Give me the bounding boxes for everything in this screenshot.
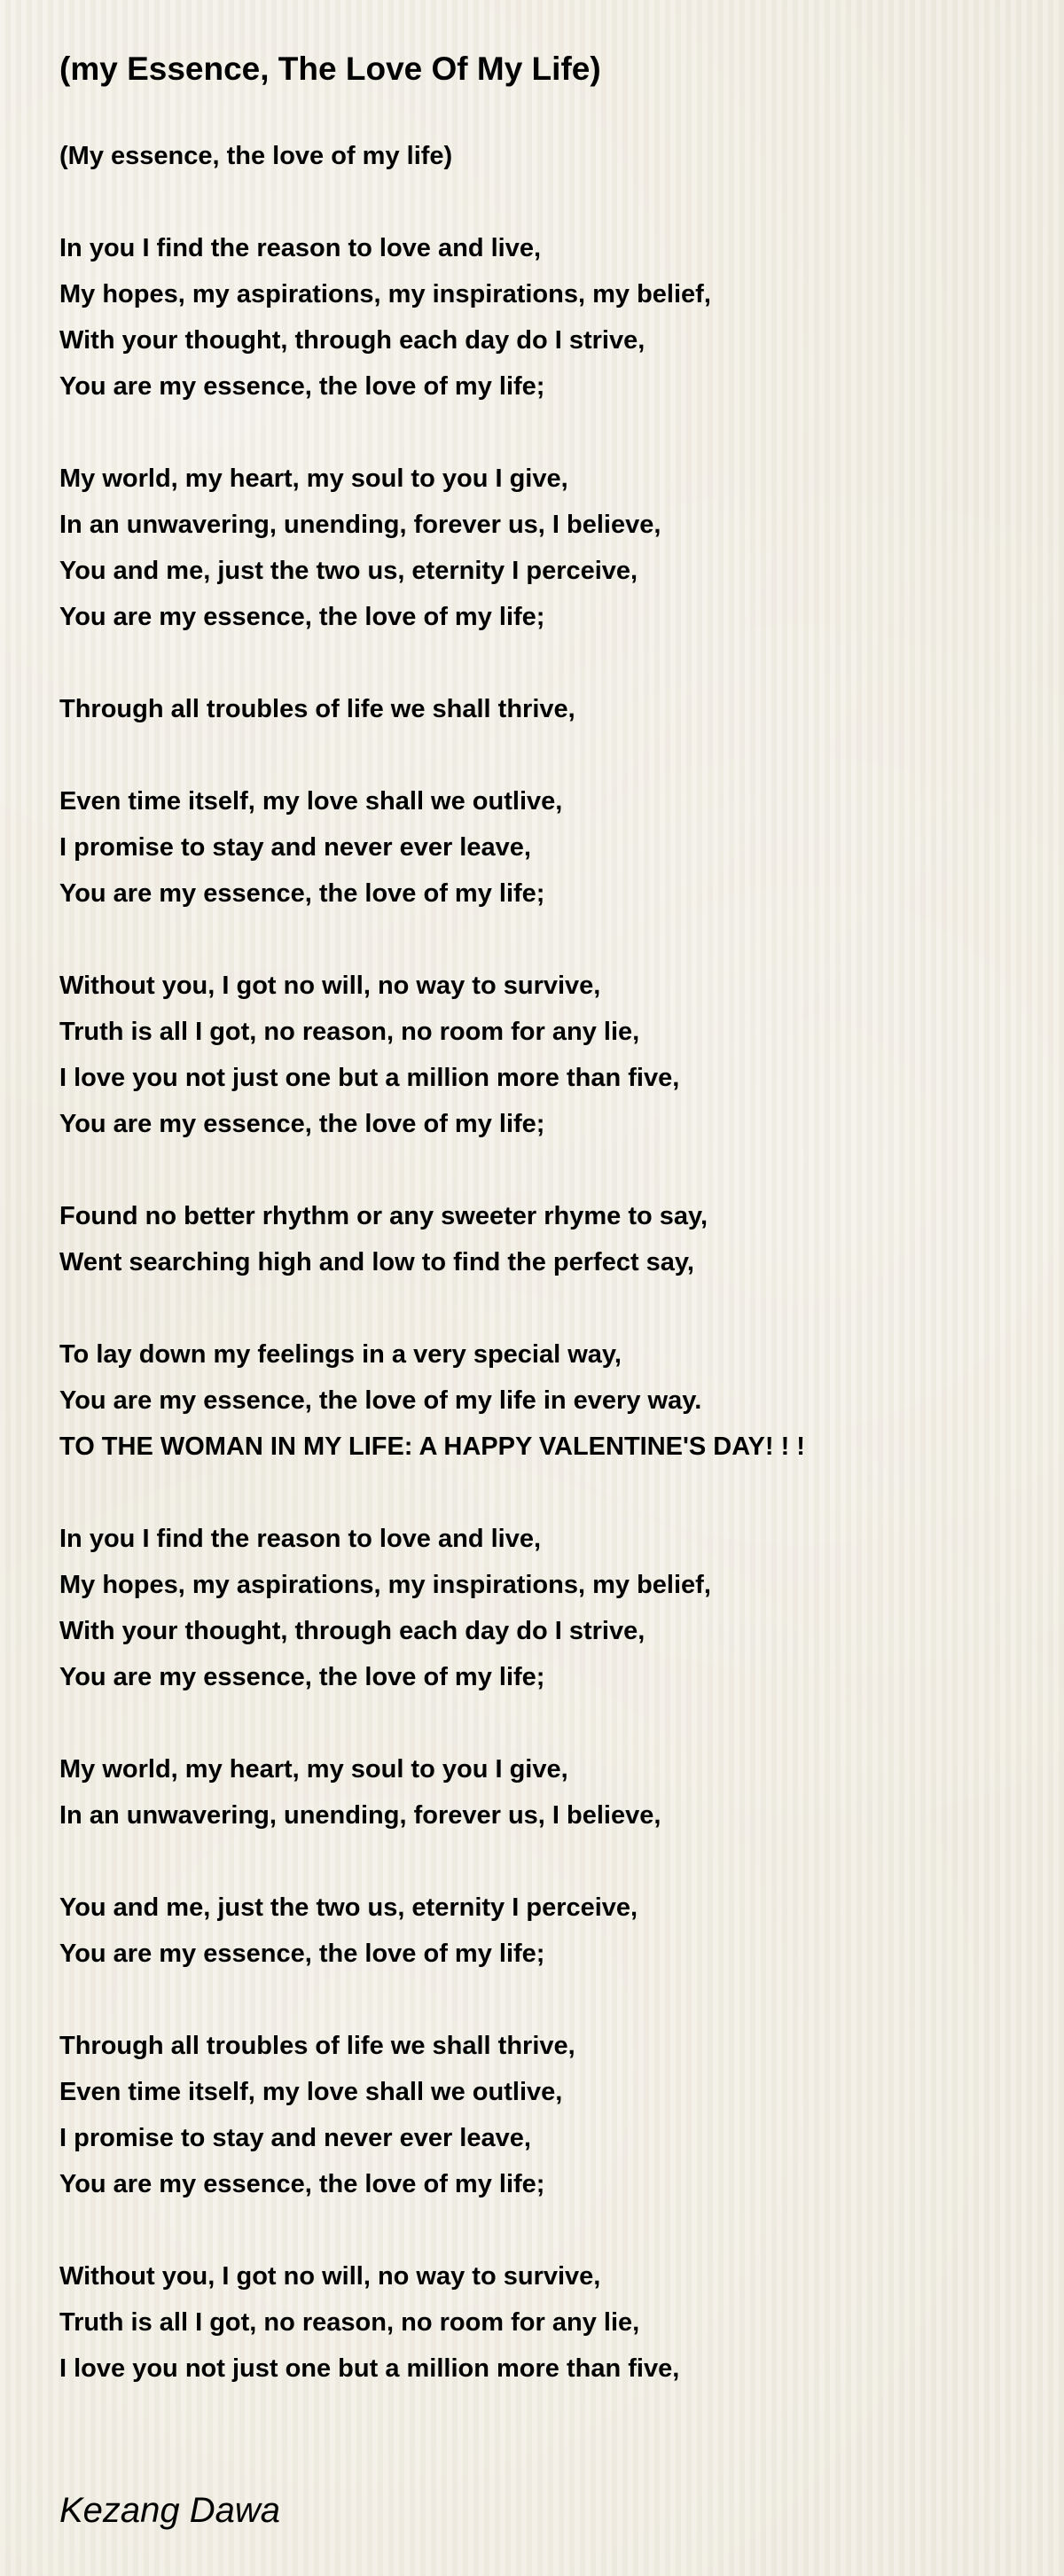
poem-line: To lay down my feelings in a very special way, — [59, 1340, 622, 1369]
poem-line: You are my essence, the love of my life; — [59, 372, 545, 401]
poem-line: (My essence, the love of my life) — [59, 142, 453, 170]
poem-line: My hopes, my aspirations, my inspirations, my belief, — [59, 1571, 711, 1599]
poem-line: Found no better rhythm or any sweeter rhyme to say, — [59, 1202, 708, 1230]
poem-line: You are my essence, the love of my life; — [59, 2170, 545, 2198]
poem-line: My world, my heart, my soul to you I give, — [59, 1755, 568, 1784]
stanza-break — [59, 640, 1035, 686]
poem-author: Kezang Dawa — [59, 2491, 281, 2530]
poem-line: Through all troubles of life we shall thrive, — [59, 2032, 575, 2060]
poem-title: (my Essence, The Love Of My Life) — [59, 51, 601, 87]
poem-line: Truth is all I got, no reason, no room for any lie, — [59, 2308, 640, 2337]
poem-line: In you I find the reason to love and live, — [59, 1525, 542, 1553]
poem-line: You are my essence, the love of my life; — [59, 1110, 545, 1138]
poem-line: In you I find the reason to love and live, — [59, 234, 542, 262]
poem-line: You are my essence, the love of my life; — [59, 603, 545, 631]
poem-line: Through all troubles of life we shall thrive, — [59, 695, 575, 723]
poem-line: You are my essence, the love of my life; — [59, 879, 545, 908]
poem-line: My hopes, my aspirations, my inspirations, my belief, — [59, 280, 711, 308]
poem-line: I promise to stay and never ever leave, — [59, 833, 531, 862]
stanza-break — [59, 1285, 1035, 1331]
stanza-break — [59, 732, 1035, 778]
poem-line: Without you, I got no will, no way to survive, — [59, 972, 601, 1000]
stanza-break — [59, 2207, 1035, 2253]
poem-body — [59, 133, 1035, 2392]
poem-line: In an unwavering, unending, forever us, I believe, — [59, 511, 661, 539]
stanza-break — [59, 179, 1035, 225]
stanza-break — [59, 1838, 1035, 1885]
poem-line: You are my essence, the love of my life; — [59, 1940, 545, 1968]
stanza-break — [59, 410, 1035, 456]
poem-line: I promise to stay and never ever leave, — [59, 2124, 531, 2152]
poem-line: Went searching high and low to find the perfect say, — [59, 1248, 694, 1276]
poem-line: In an unwavering, unending, forever us, I believe, — [59, 1801, 661, 1830]
poem-line: With your thought, through each day do I strive, — [59, 1617, 645, 1645]
poem-line: Without you, I got no will, no way to survive, — [59, 2262, 601, 2291]
poem-line: Truth is all I got, no reason, no room for any lie, — [59, 1018, 640, 1046]
poem-line: Even time itself, my love shall we outlive, — [59, 2078, 563, 2106]
poem-line: Even time itself, my love shall we outlive, — [59, 787, 563, 816]
stanza-break — [59, 1700, 1035, 1746]
poem-line: You are my essence, the love of my life in every way. — [59, 1386, 702, 1415]
poem-line: You and me, just the two us, eternity I perceive, — [59, 557, 638, 585]
poem-line: TO THE WOMAN IN MY LIFE: A HAPPY VALENTINE'S DAY! ! ! — [59, 1432, 805, 1461]
stanza-break — [59, 1977, 1035, 2023]
stanza-break — [59, 1470, 1035, 1516]
stanza-break — [59, 917, 1035, 963]
poem-line: You are my essence, the love of my life; — [59, 1663, 545, 1691]
poem-line: You and me, just the two us, eternity I perceive, — [59, 1893, 638, 1922]
poem-line: I love you not just one but a million more than five, — [59, 1064, 680, 1092]
poem-line: I love you not just one but a million more than five, — [59, 2354, 680, 2383]
poem-line: My world, my heart, my soul to you I give, — [59, 464, 568, 493]
stanza-break — [59, 1147, 1035, 1193]
poem-line: With your thought, through each day do I strive, — [59, 326, 645, 355]
